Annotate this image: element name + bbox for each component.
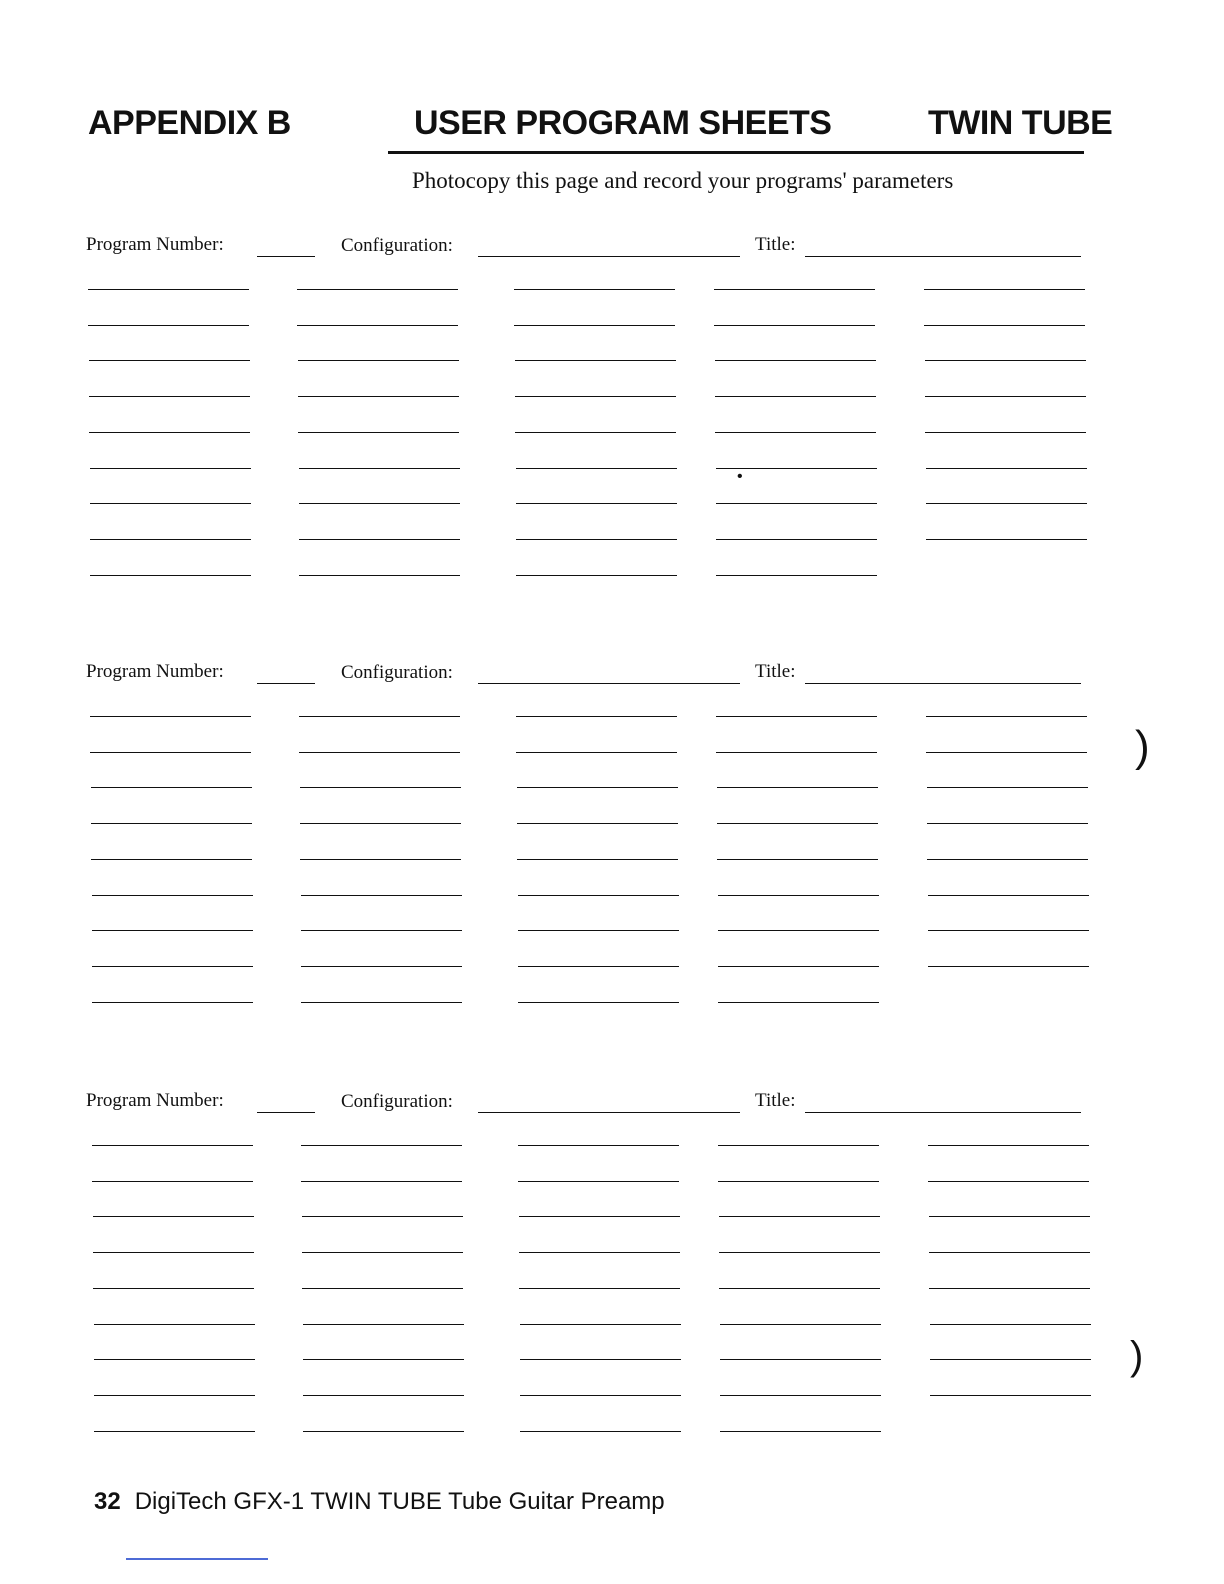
parameter-blank[interactable] [714,325,875,326]
program-section [0,236,1224,616]
parameter-blank[interactable] [719,1216,880,1217]
parameter-blank[interactable] [303,1431,464,1432]
parameter-blank[interactable] [930,1395,1091,1396]
configuration-field[interactable] [478,683,740,684]
parameter-blank[interactable] [514,289,675,290]
parameter-blank[interactable] [297,289,458,290]
parameter-blank[interactable] [88,289,249,290]
parameter-blank[interactable] [516,539,677,540]
parameter-blank[interactable] [299,716,460,717]
configuration-field[interactable] [478,1112,740,1113]
parameter-blank[interactable] [299,539,460,540]
parameter-blank[interactable] [930,1359,1091,1360]
parameter-blank[interactable] [718,1002,879,1003]
parameter-blank[interactable] [518,895,679,896]
parameter-blank[interactable] [925,432,1086,433]
parameter-blank[interactable] [302,1216,463,1217]
parameter-blank[interactable] [718,1181,879,1182]
parameter-blank[interactable] [928,966,1089,967]
parameter-blank[interactable] [93,1288,254,1289]
parameter-blank[interactable] [516,503,677,504]
parameter-blank[interactable] [719,1252,880,1253]
program-number-label: Program Number: [86,234,224,255]
parameter-blank[interactable] [89,396,250,397]
parameter-blank[interactable] [519,1252,680,1253]
parameter-blank[interactable] [520,1395,681,1396]
parameter-blank[interactable] [92,1002,253,1003]
parameter-blank[interactable] [929,1288,1090,1289]
parameter-blank[interactable] [299,468,460,469]
parameter-blank[interactable] [716,503,877,504]
parameter-blank[interactable] [299,575,460,576]
parameter-blank[interactable] [720,1324,881,1325]
scan-mark [126,1558,268,1560]
parameter-blank[interactable] [301,966,462,967]
parameter-blank[interactable] [926,503,1087,504]
parameter-blank[interactable] [91,823,252,824]
parameter-blank[interactable] [94,1324,255,1325]
configuration-label: Configuration: [341,1091,453,1112]
parameter-blank[interactable] [718,930,879,931]
parameter-blank[interactable] [717,787,878,788]
parameter-blank[interactable] [928,930,1089,931]
parameter-blank[interactable] [89,432,250,433]
parameter-blank[interactable] [518,1002,679,1003]
parameter-blank[interactable] [716,575,877,576]
parameter-blank[interactable] [90,752,251,753]
parameter-blank[interactable] [720,1431,881,1432]
parameter-blank[interactable] [91,787,252,788]
parameter-blank[interactable] [92,930,253,931]
parameter-blank[interactable] [299,752,460,753]
parameter-blank[interactable] [520,1324,681,1325]
parameter-blank[interactable] [926,539,1087,540]
parameter-blank[interactable] [926,468,1087,469]
title-field[interactable] [805,1112,1081,1113]
parameter-blank[interactable] [301,895,462,896]
parameter-blank[interactable] [92,966,253,967]
parameter-blank[interactable] [300,859,461,860]
parameter-blank[interactable] [302,1288,463,1289]
parameter-blank[interactable] [720,1395,881,1396]
parameter-blank[interactable] [718,895,879,896]
parameter-blank[interactable] [300,823,461,824]
parameter-blank[interactable] [927,787,1088,788]
parameter-blank[interactable] [518,966,679,967]
title-label: Title: [755,234,796,255]
parameter-blank[interactable] [930,1324,1091,1325]
title-field[interactable] [805,256,1081,257]
footer-text: DigiTech GFX-1 TWIN TUBE Tube Guitar Preamp [134,1488,665,1515]
parameter-blank[interactable] [925,396,1086,397]
parameter-blank[interactable] [93,1216,254,1217]
parameter-blank[interactable] [715,432,876,433]
parameter-blank[interactable] [928,1181,1089,1182]
parameter-blank[interactable] [92,1181,253,1182]
parameter-blank[interactable] [90,468,251,469]
parameter-blank[interactable] [926,716,1087,717]
parameter-blank[interactable] [92,1145,253,1146]
parameter-blank[interactable] [716,716,877,717]
parameter-blank[interactable] [301,1181,462,1182]
parameter-blank[interactable] [303,1395,464,1396]
page-number: 32 [94,1488,121,1515]
subtitle: Photocopy this page and record your programs' parameters [412,168,954,193]
parameter-blank[interactable] [517,787,678,788]
parameter-blank[interactable] [518,930,679,931]
parameter-blank[interactable] [929,1216,1090,1217]
scan-artifact: ) [1130,1334,1144,1378]
parameter-blank[interactable] [298,360,459,361]
parameter-blank[interactable] [91,859,252,860]
parameter-blank[interactable] [928,1145,1089,1146]
program-number-label: Program Number: [86,1090,224,1111]
title-label: Title: [755,661,796,682]
parameter-blank[interactable] [297,325,458,326]
parameter-blank[interactable] [518,1181,679,1182]
parameter-blank[interactable] [516,575,677,576]
parameter-blank[interactable] [928,895,1089,896]
title-underline [388,151,1084,154]
parameter-blank[interactable] [302,1252,463,1253]
program-section [0,1092,1224,1472]
parameter-blank[interactable] [926,752,1087,753]
program-number-field[interactable] [257,683,315,684]
program-number-label: Program Number: [86,661,224,682]
parameter-blank[interactable] [714,289,875,290]
parameter-blank[interactable] [515,360,676,361]
parameter-blank[interactable] [927,859,1088,860]
model-label: TWIN TUBE [928,104,1113,142]
parameter-blank[interactable] [303,1324,464,1325]
parameter-blank[interactable] [720,1359,881,1360]
parameter-blank[interactable] [520,1431,681,1432]
parameter-blank[interactable] [719,1288,880,1289]
parameter-blank[interactable] [517,859,678,860]
parameter-blank[interactable] [718,966,879,967]
parameter-blank[interactable] [90,575,251,576]
program-number-field[interactable] [257,1112,315,1113]
parameter-blank[interactable] [303,1359,464,1360]
parameter-blank[interactable] [90,539,251,540]
parameter-blank[interactable] [90,716,251,717]
parameter-blank[interactable] [929,1252,1090,1253]
parameter-blank[interactable] [516,716,677,717]
parameter-blank[interactable] [924,289,1085,290]
parameter-blank[interactable] [89,360,250,361]
parameter-blank[interactable] [519,1288,680,1289]
parameter-blank[interactable] [715,396,876,397]
parameter-blank[interactable] [927,823,1088,824]
parameter-blank[interactable] [924,325,1085,326]
parameter-blank[interactable] [717,859,878,860]
appendix-label: APPENDIX B [88,104,291,142]
title-label: Title: [755,1090,796,1111]
title-field[interactable] [805,683,1081,684]
parameter-blank[interactable] [515,396,676,397]
page-footer [94,1488,665,1516]
parameter-blank[interactable] [718,1145,879,1146]
parameter-blank[interactable] [514,325,675,326]
parameter-blank[interactable] [516,752,677,753]
parameter-blank[interactable] [716,539,877,540]
parameter-blank[interactable] [715,360,876,361]
parameter-blank[interactable] [94,1395,255,1396]
parameter-blank[interactable] [90,503,251,504]
parameter-blank[interactable] [516,468,677,469]
parameter-blank[interactable] [925,360,1086,361]
program-section [0,663,1224,1043]
parameter-blank[interactable] [519,1216,680,1217]
parameter-blank[interactable] [300,787,461,788]
configuration-field[interactable] [478,256,740,257]
parameter-blank[interactable] [301,1002,462,1003]
parameter-blank[interactable] [92,895,253,896]
scan-artifact: • [737,468,743,485]
parameter-blank[interactable] [298,432,459,433]
parameter-blank[interactable] [716,752,877,753]
scan-artifact: ) [1135,722,1150,771]
parameter-blank[interactable] [717,823,878,824]
parameter-blank[interactable] [520,1359,681,1360]
page-title: USER PROGRAM SHEETS [414,104,832,142]
parameter-blank[interactable] [298,396,459,397]
program-number-field[interactable] [257,256,315,257]
parameter-blank[interactable] [93,1252,254,1253]
parameter-blank[interactable] [517,823,678,824]
parameter-blank[interactable] [518,1145,679,1146]
parameter-blank[interactable] [301,930,462,931]
parameter-blank[interactable] [515,432,676,433]
configuration-label: Configuration: [341,235,453,256]
configuration-label: Configuration: [341,662,453,683]
parameter-blank[interactable] [94,1359,255,1360]
parameter-blank[interactable] [88,325,249,326]
parameter-blank[interactable] [301,1145,462,1146]
parameter-blank[interactable] [299,503,460,504]
parameter-blank[interactable] [94,1431,255,1432]
